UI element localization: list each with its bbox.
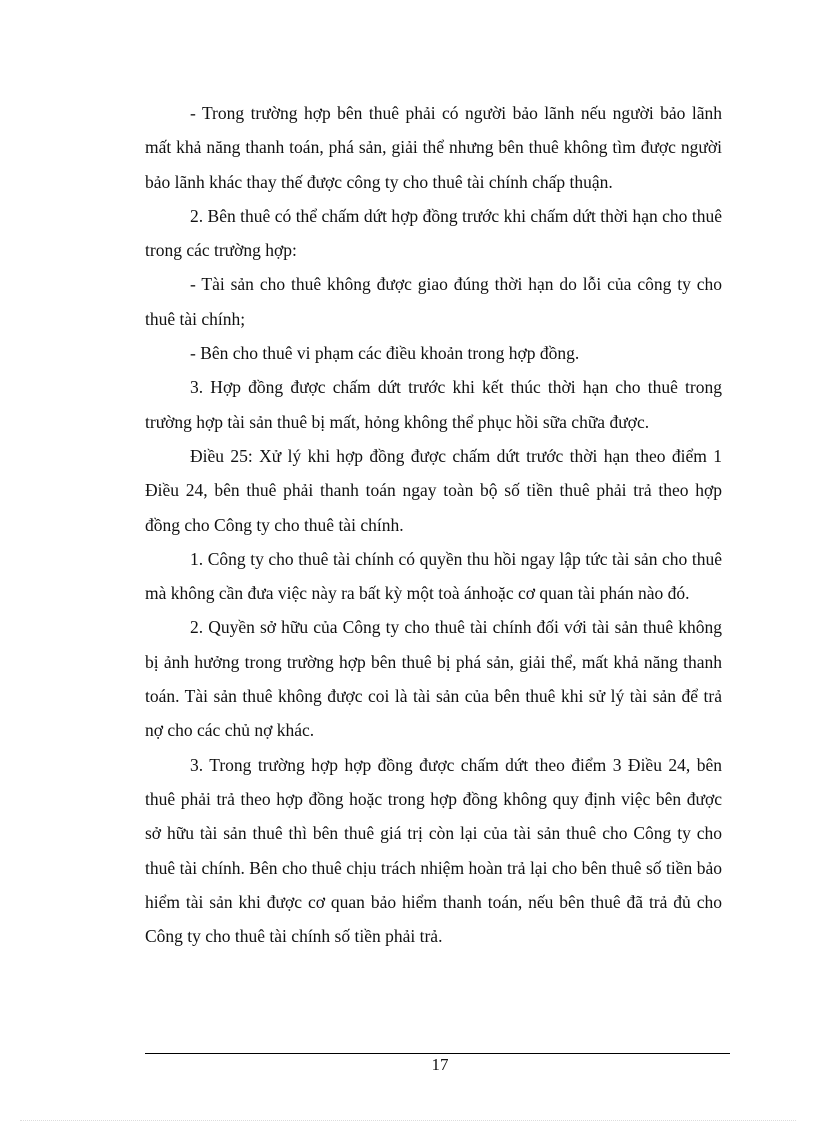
paragraph-article-24-point-3: 3. Trong trường hợp hợp đồng được chấm dứt theo điểm 3 Điều 24, bên thuê phải trả theo hợp đồng hoặc trong hợp đồng không quy định việc bên được sở hữu tài sản thuê thì bên thuê giá trị còn lại của tài sản thuê cho Công ty cho thuê tài chính. Bên cho thuê chịu trách nhiệm hoàn trả lại cho bên thuê số tiền bảo hiểm tài sản khi được cơ quan bảo hiểm thanh toán, nếu bên thuê đã trả đủ cho Công ty cho thuê tài chính số tiền phải trả. [145,754,722,947]
footer-divider [145,1053,730,1054]
paragraph-asset-recovery: 1. Công ty cho thuê tài chính có quyền thu hồi ngay lập tức tài sản cho thuê mà không cần đưa việc này ra bất kỳ một toà ánhoặc cơ quan tài phán nào đó. [145,548,722,604]
paragraph-ownership-rights: 2. Quyền sở hữu của Công ty cho thuê tài chính đối với tài sản thuê không bị ảnh hưởng trong trường hợp bên thuê bị phá sản, giải thể, mất khả năng thanh toán. Tài sản thuê không được coi là tài sản của bên thuê khi sử lý tài sản để trả nợ cho các chủ nợ khác. [145,617,722,741]
page-bottom-edge [20,1120,796,1121]
paragraph-asset-loss: 3. Hợp đồng được chấm dứt trước khi kết thúc thời hạn cho thuê trong trường hợp tài sản thuê bị mất, hỏng không thể phục hồi sữa chữa được. [145,377,722,432]
paragraph-late-delivery: - Tài sản cho thuê không được giao đúng thời hạn do lỗi của công ty cho thuê tài chính; [145,274,722,329]
document-body [145,96,722,953]
page-number: 17 [431,1055,449,1074]
paragraph-lessor-violation: - Bên cho thuê vi phạm các điều khoản trong hợp đồng. [190,343,580,364]
paragraph-guarantor-insolvency: - Trong trường hợp bên thuê phải có người bảo lãnh nếu người bảo lãnh mất khả năng thanh toán, phá sản, giải thể nhưng bên thuê không tìm được người bảo lãnh khác thay thế được công ty cho thuê tài chính chấp thuận. [145,103,722,192]
paragraph-article-25: Điều 25: Xử lý khi hợp đồng được chấm dứt trước thời hạn theo điểm 1 Điều 24, bên thuê phải thanh toán ngay toàn bộ số tiền thuê phải trả theo hợp đồng cho Công ty cho thuê tài chính. [145,445,722,535]
paragraph-lessee-termination: 2. Bên thuê có thể chấm dứt hợp đồng trước khi chấm dứt thời hạn cho thuê trong các trường hợp: [145,205,722,261]
